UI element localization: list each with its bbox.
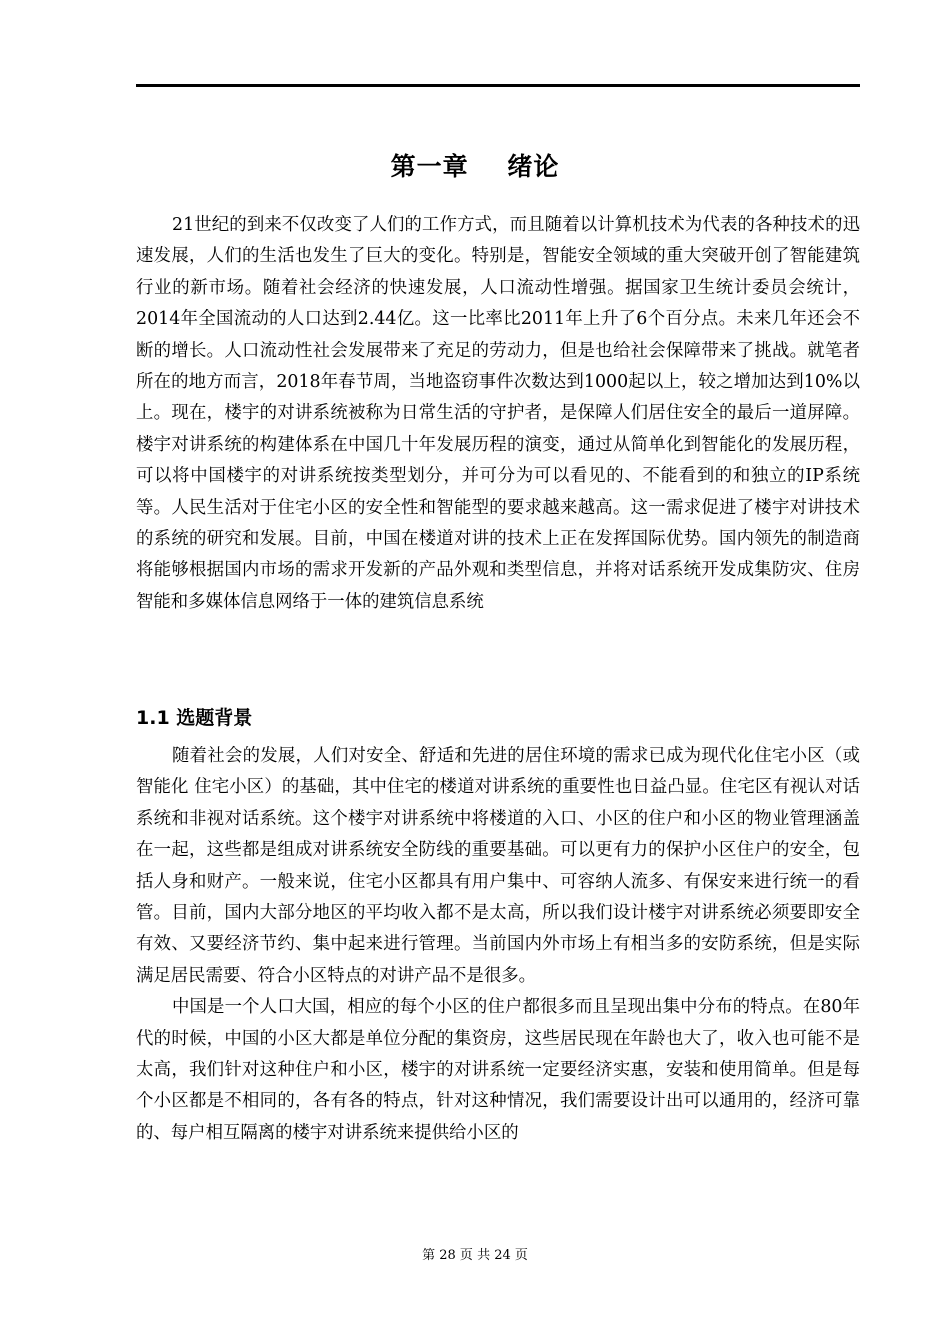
intro-section	[136, 210, 860, 618]
section-paragraph-2: 中国是一个人口大国，相应的每个小区的住户都很多而且呈现出集中分布的特点。在80年代的时候，中国的小区大都是单位分配的集资房，这些居民现在年龄也大了，收入也可能不是太高，我们针对这种住户和小区，楼宇的对讲系统一定要经济实惠，安装和使用简单。但是每个小区都是不相同的，各有各的特点，针对这种情况，我们需要设计出可以通用的，经济可靠的、每户相互隔离的楼宇对讲系统来提供给小区的	[136, 997, 860, 1143]
section-heading: 1.1 选题背景	[136, 707, 253, 729]
section-paragraph-1: 随着社会的发展，人们对安全、舒适和先进的居住环境的需求已成为现代化住宅小区（或智能化 住宅小区）的基础，其中住宅的楼道对讲系统的重要性也日益凸显。住宅区有视认对话系统和非视对话系统。这个楼宇对讲系统中将楼道的入口、小区的住户和小区的物业管理涵盖在一起，这些都是组成对讲系统安全防线的重要基础。可以更有力的保护小区住户的安全，包括人身和财产。一般来说，住宅小区都具有用户集中、可容纳人流多、有保安来进行统一的看管。目前，国内大部分地区的平均收入都不是太高，所以我们设计楼宇对讲系统必须要即安全有效、又要经济节约、集中起来进行管理。当前国内外市场上有相当多的安防系统，但是实际满足居民需要、符合小区特点的对讲产品不是很多。	[136, 746, 860, 986]
intro-paragraph: 21世纪的到来不仅改变了人们的工作方式，而且随着以计算机技术为代表的各种技术的迅速发展，人们的生活也发生了巨大的变化。特别是，智能安全领域的重大突破开创了智能建筑行业的新市场。随着社会经济的快速发展，人口流动性增强。据国家卫生统计委员会统计，2014年全国流动的人口达到2.44亿。这一比率比2011年上升了6个百分点。未来几年还会不断的增长。人口流动性社会发展带来了充足的劳动力，但是也给社会保障带来了挑战。就笔者所在的地方而言，2018年春节周，当地盗窃事件次数达到1000起以上，较之增加达到10%以上。现在，楼宇的对讲系统被称为日常生活的守护者，是保障人们居住安全的最后一道屏障。楼宇对讲系统的构建体系在中国几十年发展历程的演变，通过从简单化到智能化的发展历程，可以将中国楼宇的对讲系统按类型划分，并可分为可以看见的、不能看到的和独立的IP系统等。人民生活对于住宅小区的安全性和智能型的要求越来越高。这一需求促进了楼宇对讲技术的系统的研究和发展。目前，中国在楼道对讲的技术上正在发挥国际优势。国内领先的制造商将能够根据国内市场的需求开发新的产品外观和类型信息，并将对话系统开发成集防灾、住房智能和多媒体信息网络于一体的建筑信息系统	[136, 215, 860, 612]
chapter-title: 第一章 绪论	[390, 151, 560, 181]
page-footer: 第 28 页 共 24 页	[422, 1248, 528, 1263]
section-body	[136, 741, 860, 1149]
header-rule	[136, 84, 860, 87]
